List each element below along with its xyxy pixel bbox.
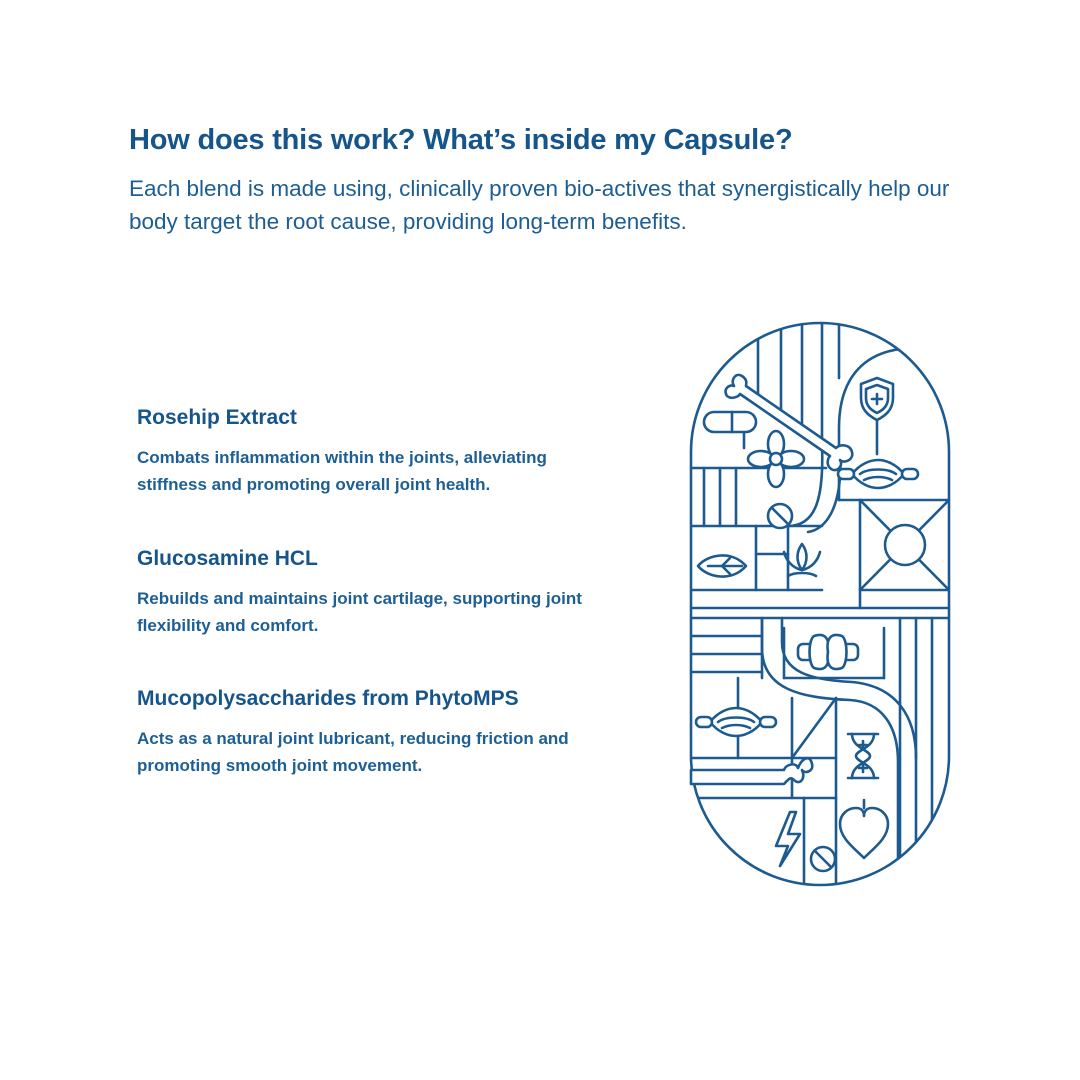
- shield-plus-icon: [861, 378, 893, 454]
- muscle-icon: [696, 708, 776, 736]
- leaf-icon: [698, 555, 746, 576]
- ingredient-title: Rosehip Extract: [137, 406, 297, 429]
- joint-icon: [798, 635, 858, 669]
- bone-icon: [691, 758, 812, 784]
- ingredient-description: Rebuilds and maintains joint cartilage, supporting joint flexibility and comfort.: [137, 589, 582, 635]
- no-symbol-icon: [811, 847, 835, 871]
- ingredient-title: Mucopolysaccharides from PhytoMPS: [137, 687, 519, 710]
- lotus-icon: [784, 544, 820, 576]
- capsule-artwork: [684, 318, 956, 890]
- ingredient-title: Glucosamine HCL: [137, 547, 318, 570]
- page-heading: How does this work? What’s inside my Capsule?: [129, 124, 793, 156]
- pill-icon: [704, 412, 756, 448]
- heart-icon: [840, 800, 888, 858]
- intro-paragraph: Each blend is made using, clinically proven bio-actives that synergistically help our body target the root cause, providing long-term benefits.: [129, 176, 950, 234]
- flower-icon: [748, 431, 804, 487]
- hourglass-icon: [848, 734, 878, 778]
- lightning-icon: [776, 812, 800, 866]
- ingredient-mucopolysaccharides: [137, 687, 617, 779]
- no-symbol-icon: [768, 504, 792, 528]
- ingredient-description: Acts as a natural joint lubricant, reducing friction and promoting smooth joint movement.: [137, 729, 569, 775]
- capsule-illustration: [684, 318, 956, 890]
- capsule-outline: [691, 323, 949, 885]
- muscle-icon: [838, 460, 918, 488]
- sun-icon: [885, 525, 925, 565]
- ingredient-description: Combats inflammation within the joints, alleviating stiffness and promoting overall joint health.: [137, 448, 547, 494]
- capsule-grid-lines: [684, 318, 956, 890]
- ingredient-rosehip: [137, 406, 617, 498]
- ingredient-glucosamine: [137, 547, 617, 639]
